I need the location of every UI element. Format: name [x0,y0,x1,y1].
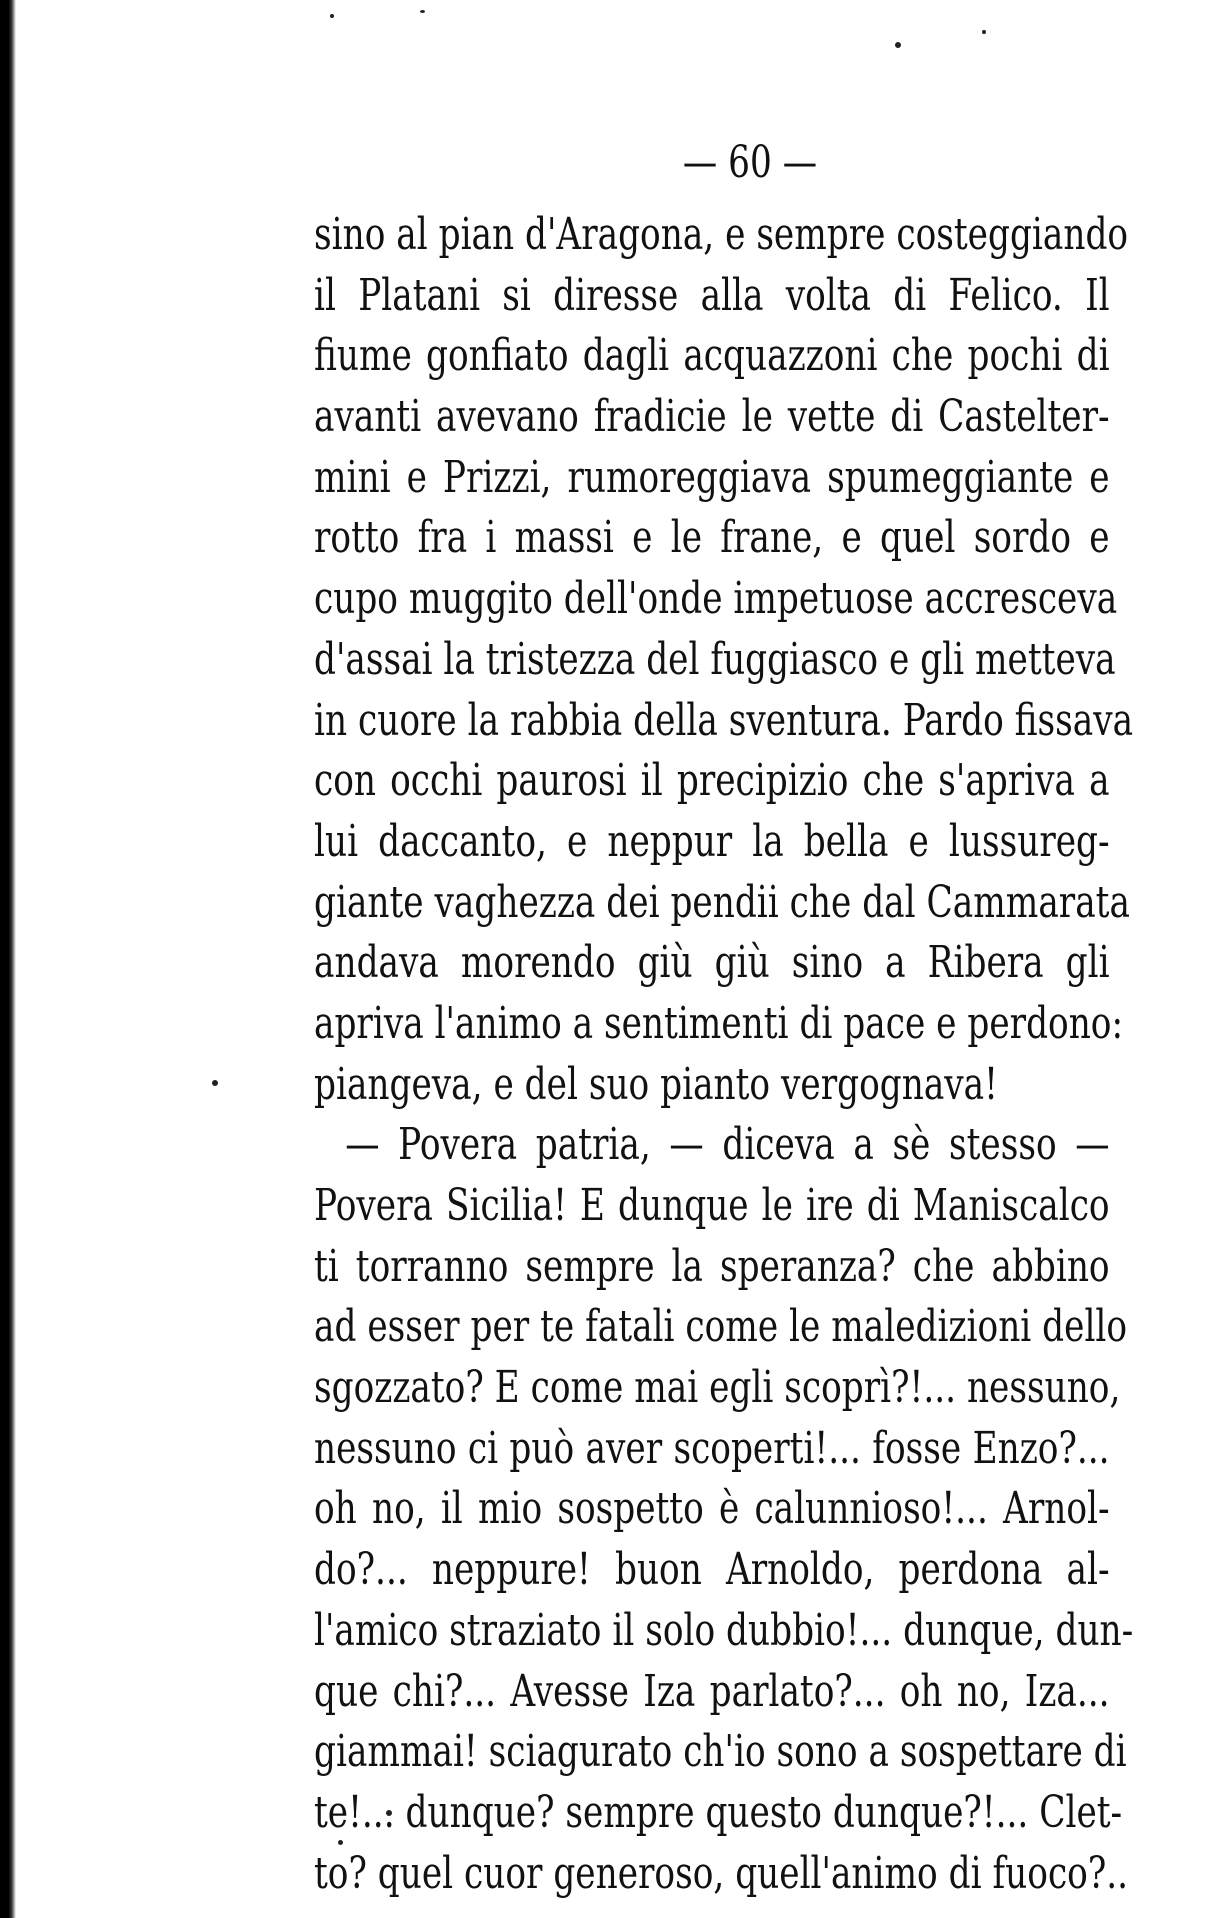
text-line: ad esser per te fatali come le maledizioni dello [314,1301,1128,1353]
text-line: apriva l'animo a sentimenti di pace e perdono: [314,997,1124,1049]
text-line: rotto fra i massi e le frane, e quel sordo e [314,512,1110,564]
text-line: piangeva, e del suo pianto vergognava! [314,1058,998,1110]
text-line: to? quel cuor generoso, quell'animo di fuoco?.. [314,1847,1129,1899]
scan-speck [330,14,334,18]
text-line: sgozzato? E come mai egli scoprì?!... nessuno, [314,1362,1121,1414]
binding-edge [0,0,16,1918]
scan-speck [420,10,425,13]
text-line: — Povera patria, — diceva a sè stesso — [345,1119,1110,1171]
text-line: do?... neppure! buon Arnoldo, perdona al- [314,1544,1110,1596]
text-line: mini e Prizzi, rumoreggiava spumeggiante e [314,451,1110,503]
text-line: con occhi paurosi il precipizio che s'apriva a [314,755,1110,807]
page-number: — 60 — [682,137,818,188]
text-line: sino al pian d'Aragona, e sempre costeggiando [314,209,1129,260]
text-line: l'amico straziato il solo dubbio!... dunque, dun- [314,1604,1134,1656]
text-line: que chi?... Avesse Iza parlato?... oh no, Iza... [314,1665,1110,1717]
text-line: te!... dunque? sempre questo dunque?!... Clet- [314,1786,1123,1838]
scan-speck [895,42,901,48]
text-line: lui daccanto, e neppur la bella e lussureg- [314,815,1110,867]
text-line: d'assai la tristezza del fuggiasco e gli metteva [314,633,1116,685]
scan-speck [212,1080,218,1086]
text-line: oh no, il mio sospetto è calunnioso!... Arnol- [314,1483,1110,1535]
text-line: fiume gonfiato dagli acquazzoni che pochi di [314,330,1110,382]
text-line: il Platani si diresse alla volta di Felico. Il [314,269,1110,321]
text-line: giante vaghezza dei pendii che dal Cammarata [314,876,1130,928]
text-line: Povera Sicilia! E dunque le ire di Maniscalco [314,1180,1110,1231]
text-line: cupo muggito dell'onde impetuose accresceva [314,573,1118,625]
text-line: giammai! sciagurato ch'io sono a sospettare di [314,1726,1127,1778]
text-line: ti torranno sempre la speranza? che abbino [314,1240,1110,1292]
text-line: andava morendo giù giù sino a Ribera gli [314,937,1110,989]
body-text [314,205,1134,1904]
scan-speck [982,30,986,34]
text-line: in cuore la rabbia della sventura. Pardo fissava [314,694,1134,746]
text-line: avanti avevano fradicie le vette di Castelter- [314,391,1110,443]
text-line: nessuno ci può aver scoperti!... fosse Enzo?... [314,1422,1110,1474]
